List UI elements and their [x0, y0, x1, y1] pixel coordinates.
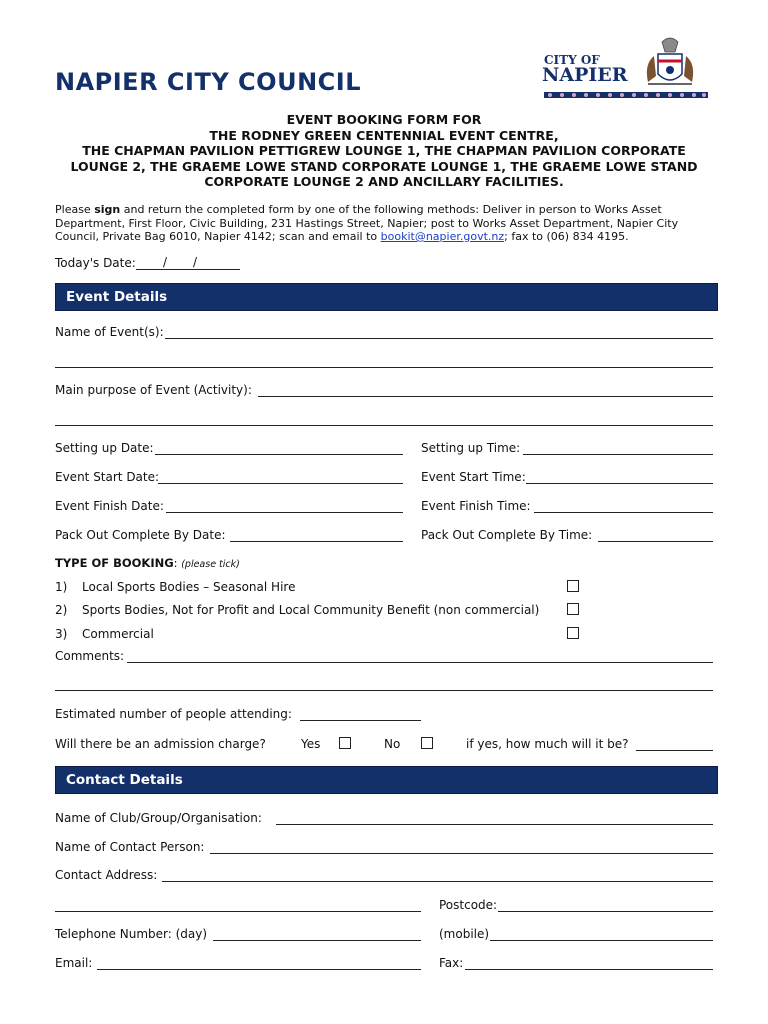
mobile-field[interactable]: [490, 940, 713, 941]
people-attending-field[interactable]: [300, 720, 421, 721]
event-purpose-field-2[interactable]: [55, 425, 713, 426]
telephone-day-field[interactable]: [213, 940, 421, 941]
setup-time-label: Setting up Time:: [421, 441, 521, 455]
finish-date-label: Event Finish Date:: [55, 499, 164, 513]
booking-option-num: 2): [55, 603, 68, 617]
setup-date-field[interactable]: [155, 454, 403, 455]
booking-type-label: TYPE OF BOOKING: (please tick): [55, 556, 240, 570]
council-name: NAPIER CITY COUNCIL: [55, 68, 361, 96]
email-field[interactable]: [97, 969, 421, 970]
contact-address-field-2[interactable]: [55, 911, 421, 912]
comments-label: Comments:: [55, 649, 125, 663]
email-link[interactable]: bookit@napier.govt.nz: [380, 230, 505, 243]
organisation-field[interactable]: [276, 824, 713, 825]
booking-option-checkbox[interactable]: [567, 627, 579, 639]
intro-paragraph: Please sign and return the completed form by one of the following methods: Deliver in person to Works Asset Department, First Floor, Civic Building, 231 Hastings Street, Napier; post to Works Asset Department, Napier City Council, Private Bag 6010, Napier 4142; scan and email to bookit@napier.govt.nz; fax to (06) 834 4195.: [55, 203, 679, 243]
setup-date-label: Setting up Date:: [55, 441, 154, 455]
booking-option-label: Local Sports Bodies – Seasonal Hire: [82, 580, 296, 594]
booking-option-checkbox[interactable]: [567, 580, 579, 592]
admission-yes-label: Yes: [301, 737, 321, 751]
event-details-header: Event Details: [55, 283, 718, 311]
start-time-label: Event Start Time:: [421, 470, 526, 484]
contact-address-field[interactable]: [162, 881, 713, 882]
postcode-label: Postcode:: [439, 898, 498, 912]
admission-amount-field[interactable]: [636, 750, 713, 751]
admission-yes-checkbox[interactable]: [339, 737, 351, 749]
booking-option-num: 1): [55, 580, 68, 594]
event-purpose-field[interactable]: [258, 396, 713, 397]
finish-date-field[interactable]: [166, 512, 403, 513]
packout-time-label: Pack Out Complete By Time:: [421, 528, 593, 542]
coat-of-arms-icon: [647, 38, 693, 84]
email-label: Email:: [55, 956, 93, 970]
logo-text-main: NAPIER: [542, 64, 628, 86]
finish-time-label: Event Finish Time:: [421, 499, 531, 513]
city-of-napier-logo: [540, 34, 710, 106]
people-attending-label: Estimated number of people attending:: [55, 707, 292, 721]
booking-option-num: 3): [55, 627, 68, 641]
setup-time-field[interactable]: [523, 454, 713, 455]
mobile-label: (mobile): [439, 927, 490, 941]
todays-date-label: Today's Date:: [55, 256, 136, 270]
postcode-field[interactable]: [498, 911, 713, 912]
start-date-field[interactable]: [158, 483, 403, 484]
booking-option-label: Commercial: [82, 627, 154, 641]
start-time-field[interactable]: [526, 483, 713, 484]
event-name-label: Name of Event(s):: [55, 325, 164, 339]
start-date-label: Event Start Date:: [55, 470, 160, 484]
admission-amount-label: if yes, how much will it be?: [466, 737, 629, 751]
admission-no-checkbox[interactable]: [421, 737, 433, 749]
todays-date-field[interactable]: [136, 269, 240, 270]
booking-option-label: Sports Bodies, Not for Profit and Local Community Benefit (non commercial): [82, 603, 540, 617]
contact-person-label: Name of Contact Person:: [55, 840, 205, 854]
booking-option-checkbox[interactable]: [567, 603, 579, 615]
telephone-day-label: Telephone Number: (day): [55, 927, 208, 941]
packout-date-label: Pack Out Complete By Date:: [55, 528, 226, 542]
admission-charge-label: Will there be an admission charge?: [55, 737, 266, 751]
comments-field-2[interactable]: [55, 690, 713, 691]
fax-field[interactable]: [465, 969, 713, 970]
packout-date-field[interactable]: [230, 541, 403, 542]
logo-text-top: CITY OF: [544, 53, 600, 67]
finish-time-field[interactable]: [534, 512, 713, 513]
contact-details-header: Contact Details: [55, 766, 718, 794]
contact-person-field[interactable]: [210, 853, 713, 854]
contact-address-label: Contact Address:: [55, 868, 158, 882]
event-name-field[interactable]: [165, 338, 713, 339]
comments-field[interactable]: [127, 662, 713, 663]
event-name-field-2[interactable]: [55, 367, 713, 368]
fax-label: Fax:: [439, 956, 464, 970]
form-title: EVENT BOOKING FORM FOR THE RODNEY GREEN CENTENNIAL EVENT CENTRE, THE CHAPMAN PAVILION PETTIGREW LOUNGE 1, THE CHAPMAN PAVILION CORPORATE LOUNGE 2, THE GRAEME LOWE STAND CORPORATE LOUNGE 1, THE GRAEME LOWE STAND CORPORATE LOUNGE 2 AND ANCILLARY FACILITIES.: [70, 112, 698, 189]
packout-time-field[interactable]: [598, 541, 713, 542]
admission-no-label: No: [384, 737, 401, 751]
event-purpose-label: Main purpose of Event (Activity):: [55, 383, 252, 397]
organisation-label: Name of Club/Group/Organisation:: [55, 811, 262, 825]
